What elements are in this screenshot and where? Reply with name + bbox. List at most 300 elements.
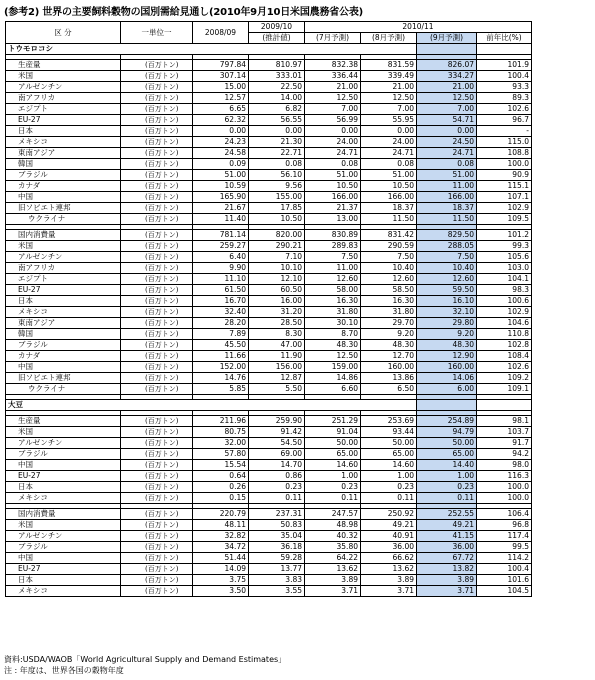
value-cell: 50.00 <box>417 438 477 449</box>
value-cell: 21.37 <box>305 203 361 214</box>
value-cell: 0.11 <box>417 493 477 504</box>
value-cell: 0.00 <box>417 126 477 137</box>
value-cell: 220.79 <box>193 509 249 520</box>
table-row <box>6 285 532 296</box>
value-cell: 12.10 <box>249 274 305 285</box>
value-cell: 155.00 <box>249 192 305 203</box>
row-unit: (百万トン) <box>121 564 193 575</box>
value-cell: 797.84 <box>193 60 249 71</box>
row-label: 中国 <box>6 460 121 471</box>
section-row <box>6 44 532 55</box>
row-label: 米国 <box>6 427 121 438</box>
row-unit: (百万トン) <box>121 274 193 285</box>
value-cell: 101.6 <box>477 575 532 586</box>
value-cell: 3.71 <box>305 586 361 597</box>
row-unit: (百万トン) <box>121 263 193 274</box>
value-cell: 251.29 <box>305 416 361 427</box>
value-cell: 7.50 <box>361 252 417 263</box>
table-row <box>6 274 532 285</box>
table-row <box>6 520 532 531</box>
table-row <box>6 214 532 225</box>
value-cell: 12.57 <box>193 93 249 104</box>
value-cell: 237.31 <box>249 509 305 520</box>
table-row <box>6 263 532 274</box>
value-cell: 10.50 <box>361 181 417 192</box>
value-cell: 57.80 <box>193 449 249 460</box>
value-cell: 48.30 <box>361 340 417 351</box>
header-july: (7月予測) <box>305 33 361 44</box>
row-unit: (百万トン) <box>121 230 193 241</box>
row-label: メキシコ <box>6 307 121 318</box>
highlight-cell <box>417 400 477 411</box>
value-cell: 3.50 <box>193 586 249 597</box>
value-cell: 35.80 <box>305 542 361 553</box>
value-cell: 333.01 <box>249 71 305 82</box>
row-unit: (百万トン) <box>121 192 193 203</box>
header-yoy: 前年比(%) <box>477 33 532 44</box>
row-label: カナダ <box>6 181 121 192</box>
table-row <box>6 318 532 329</box>
table-row <box>6 60 532 71</box>
value-cell: 0.11 <box>305 493 361 504</box>
header-august: (8月予測) <box>361 33 417 44</box>
row-label: 日本 <box>6 126 121 137</box>
value-cell: 104.1 <box>477 274 532 285</box>
value-cell: 11.40 <box>193 214 249 225</box>
table-row <box>6 148 532 159</box>
value-cell: 100.6 <box>477 296 532 307</box>
row-unit: (百万トン) <box>121 93 193 104</box>
row-label: 米国 <box>6 241 121 252</box>
value-cell: 6.50 <box>361 384 417 395</box>
value-cell: 61.50 <box>193 285 249 296</box>
value-cell: 12.60 <box>305 274 361 285</box>
value-cell: 50.00 <box>305 438 361 449</box>
table-row <box>6 126 532 137</box>
row-unit: (百万トン) <box>121 531 193 542</box>
table-row <box>6 384 532 395</box>
empty-cell <box>477 400 532 411</box>
value-cell: 3.89 <box>361 575 417 586</box>
value-cell: 289.83 <box>305 241 361 252</box>
value-cell: 9.20 <box>361 329 417 340</box>
row-label: 中国 <box>6 553 121 564</box>
value-cell: 69.00 <box>249 449 305 460</box>
row-unit: (百万トン) <box>121 520 193 531</box>
value-cell: 0.23 <box>249 482 305 493</box>
value-cell: 156.00 <box>249 362 305 373</box>
row-unit: (百万トン) <box>121 416 193 427</box>
row-label: アルゼンチン <box>6 82 121 93</box>
value-cell: 7.50 <box>305 252 361 263</box>
value-cell: 67.72 <box>417 553 477 564</box>
row-unit: (百万トン) <box>121 493 193 504</box>
value-cell: 48.98 <box>305 520 361 531</box>
value-cell: 96.7 <box>477 115 532 126</box>
year-note: 注 : 年度は、世界各国の穀物年度 <box>4 666 124 675</box>
value-cell: 11.50 <box>417 214 477 225</box>
value-cell: 0.86 <box>249 471 305 482</box>
value-cell: 14.09 <box>193 564 249 575</box>
value-cell: 100.0 <box>477 493 532 504</box>
row-label: EU-27 <box>6 115 121 126</box>
value-cell: 8.70 <box>305 329 361 340</box>
row-unit: (百万トン) <box>121 115 193 126</box>
row-label: ウクライナ <box>6 214 121 225</box>
value-cell: 15.54 <box>193 460 249 471</box>
value-cell: 28.20 <box>193 318 249 329</box>
table-row <box>6 482 532 493</box>
value-cell: 334.27 <box>417 71 477 82</box>
value-cell: 99.3 <box>477 241 532 252</box>
value-cell: 48.30 <box>305 340 361 351</box>
value-cell: 21.00 <box>305 82 361 93</box>
value-cell: 12.60 <box>417 274 477 285</box>
value-cell: 24.58 <box>193 148 249 159</box>
value-cell: 80.75 <box>193 427 249 438</box>
value-cell: 3.89 <box>305 575 361 586</box>
value-cell: 13.77 <box>249 564 305 575</box>
table-row <box>6 82 532 93</box>
row-label: 東南アジア <box>6 318 121 329</box>
value-cell: 3.89 <box>417 575 477 586</box>
row-label: ブラジル <box>6 340 121 351</box>
value-cell: 50.83 <box>249 520 305 531</box>
row-label: メキシコ <box>6 493 121 504</box>
value-cell: 252.55 <box>417 509 477 520</box>
value-cell: 100.0 <box>477 482 532 493</box>
value-cell: 0.11 <box>361 493 417 504</box>
row-unit: (百万トン) <box>121 296 193 307</box>
table-row <box>6 575 532 586</box>
value-cell: 102.9 <box>477 203 532 214</box>
value-cell: 101.9 <box>477 60 532 71</box>
value-cell: 250.92 <box>361 509 417 520</box>
value-cell: 28.50 <box>249 318 305 329</box>
value-cell: 12.87 <box>249 373 305 384</box>
value-cell: 16.30 <box>361 296 417 307</box>
value-cell: 6.40 <box>193 252 249 263</box>
value-cell: 0.00 <box>361 126 417 137</box>
table-row <box>6 493 532 504</box>
table-row <box>6 329 532 340</box>
row-label: ブラジル <box>6 449 121 460</box>
value-cell: 9.90 <box>193 263 249 274</box>
row-label: 韓国 <box>6 329 121 340</box>
value-cell: 14.40 <box>417 460 477 471</box>
row-unit: (百万トン) <box>121 307 193 318</box>
table-row <box>6 115 532 126</box>
value-cell: 166.00 <box>361 192 417 203</box>
value-cell: 41.15 <box>417 531 477 542</box>
value-cell: 10.40 <box>417 263 477 274</box>
row-unit: (百万トン) <box>121 170 193 181</box>
footer <box>4 654 286 676</box>
row-label: 米国 <box>6 520 121 531</box>
value-cell: 108.4 <box>477 351 532 362</box>
table-row <box>6 203 532 214</box>
value-cell: 5.85 <box>193 384 249 395</box>
value-cell: 102.9 <box>477 307 532 318</box>
value-cell: 103.0 <box>477 263 532 274</box>
row-label: 米国 <box>6 71 121 82</box>
value-cell: 14.00 <box>249 93 305 104</box>
section-title: 大豆 <box>6 400 417 411</box>
row-unit: (百万トン) <box>121 148 193 159</box>
header-2010: 2010/11 <box>305 22 532 33</box>
row-label: 日本 <box>6 296 121 307</box>
value-cell: 0.23 <box>361 482 417 493</box>
value-cell: 12.50 <box>361 93 417 104</box>
row-label: アルゼンチン <box>6 252 121 263</box>
source-note: 資料:USDA/WAOB「World Agricultural Supply and Demand Estimates」 <box>4 655 287 664</box>
row-label: 東南アジア <box>6 148 121 159</box>
row-label: アルゼンチン <box>6 438 121 449</box>
row-unit: (百万トン) <box>121 82 193 93</box>
table-row <box>6 542 532 553</box>
value-cell: 117.4 <box>477 531 532 542</box>
value-cell: 93.3 <box>477 82 532 93</box>
header-category: 区 分 <box>6 22 121 44</box>
value-cell: 810.97 <box>249 60 305 71</box>
value-cell: 3.83 <box>249 575 305 586</box>
value-cell: 152.00 <box>193 362 249 373</box>
value-cell: 91.7 <box>477 438 532 449</box>
value-cell: 31.20 <box>249 307 305 318</box>
row-unit: (百万トン) <box>121 449 193 460</box>
header-unit: 一単位一 <box>121 22 193 44</box>
value-cell: 51.00 <box>361 170 417 181</box>
table-row <box>6 438 532 449</box>
value-cell: 253.69 <box>361 416 417 427</box>
row-unit: (百万トン) <box>121 384 193 395</box>
row-label: 生産量 <box>6 60 121 71</box>
table-row <box>6 553 532 564</box>
value-cell: 101.2 <box>477 230 532 241</box>
value-cell: 6.00 <box>417 384 477 395</box>
value-cell: 105.6 <box>477 252 532 263</box>
value-cell: 24.00 <box>305 137 361 148</box>
header-2009: 2009/10 <box>249 22 305 33</box>
value-cell: 166.00 <box>417 192 477 203</box>
value-cell: 24.00 <box>361 137 417 148</box>
row-unit: (百万トン) <box>121 203 193 214</box>
value-cell: 11.90 <box>249 351 305 362</box>
value-cell: 14.60 <box>361 460 417 471</box>
value-cell: 96.8 <box>477 520 532 531</box>
value-cell: 12.70 <box>361 351 417 362</box>
value-cell: 104.6 <box>477 318 532 329</box>
value-cell: 21.00 <box>417 82 477 93</box>
value-cell: 781.14 <box>193 230 249 241</box>
row-label: 日本 <box>6 482 121 493</box>
value-cell: 13.62 <box>361 564 417 575</box>
value-cell: 826.07 <box>417 60 477 71</box>
value-cell: 51.00 <box>417 170 477 181</box>
value-cell: 9.56 <box>249 181 305 192</box>
value-cell: 29.80 <box>417 318 477 329</box>
row-label: メキシコ <box>6 137 121 148</box>
value-cell: 829.50 <box>417 230 477 241</box>
row-label: エジプト <box>6 274 121 285</box>
value-cell: 165.90 <box>193 192 249 203</box>
section-title: トウモロコシ <box>6 44 417 55</box>
value-cell: 307.14 <box>193 71 249 82</box>
value-cell: 16.10 <box>417 296 477 307</box>
value-cell: 93.44 <box>361 427 417 438</box>
value-cell: 91.42 <box>249 427 305 438</box>
row-unit: (百万トン) <box>121 214 193 225</box>
value-cell: 10.50 <box>305 181 361 192</box>
value-cell: 55.95 <box>361 115 417 126</box>
value-cell: 0.09 <box>193 159 249 170</box>
row-unit: (百万トン) <box>121 471 193 482</box>
row-label: 南アフリカ <box>6 263 121 274</box>
value-cell: 106.4 <box>477 509 532 520</box>
value-cell: 0.23 <box>305 482 361 493</box>
table-row <box>6 252 532 263</box>
value-cell: 16.00 <box>249 296 305 307</box>
value-cell: 49.21 <box>361 520 417 531</box>
table-row <box>6 351 532 362</box>
value-cell: 115.0 <box>477 137 532 148</box>
row-unit: (百万トン) <box>121 71 193 82</box>
value-cell: 11.00 <box>305 263 361 274</box>
value-cell: 0.08 <box>305 159 361 170</box>
value-cell: 94.2 <box>477 449 532 460</box>
value-cell: 21.30 <box>249 137 305 148</box>
value-cell: 98.1 <box>477 416 532 427</box>
row-label: 生産量 <box>6 416 121 427</box>
value-cell: 30.10 <box>305 318 361 329</box>
value-cell: 48.11 <box>193 520 249 531</box>
value-cell: 56.55 <box>249 115 305 126</box>
row-label: カナダ <box>6 351 121 362</box>
row-unit: (百万トン) <box>121 460 193 471</box>
page-title: (参考2) 世界の主要飼料穀物の国別需給見通し(2010年9月10日米国農務省公表) <box>4 7 364 18</box>
value-cell: 0.15 <box>193 493 249 504</box>
value-cell: 24.71 <box>361 148 417 159</box>
table-row <box>6 586 532 597</box>
value-cell: 89.3 <box>477 93 532 104</box>
value-cell: 0.00 <box>193 126 249 137</box>
value-cell: 35.04 <box>249 531 305 542</box>
table-row <box>6 416 532 427</box>
value-cell: 7.50 <box>417 252 477 263</box>
value-cell: 259.90 <box>249 416 305 427</box>
row-unit: (百万トン) <box>121 438 193 449</box>
value-cell: 24.71 <box>417 148 477 159</box>
table-row <box>6 449 532 460</box>
value-cell: 14.60 <box>305 460 361 471</box>
row-unit: (百万トン) <box>121 542 193 553</box>
section-row <box>6 400 532 411</box>
row-unit: (百万トン) <box>121 373 193 384</box>
value-cell: 109.1 <box>477 384 532 395</box>
table-row <box>6 181 532 192</box>
row-unit: (百万トン) <box>121 137 193 148</box>
value-cell: 18.37 <box>417 203 477 214</box>
value-cell: 102.6 <box>477 362 532 373</box>
value-cell: 15.00 <box>193 82 249 93</box>
row-label: EU-27 <box>6 471 121 482</box>
value-cell: 12.90 <box>417 351 477 362</box>
value-cell: 160.00 <box>361 362 417 373</box>
value-cell: 18.37 <box>361 203 417 214</box>
value-cell: 14.86 <box>305 373 361 384</box>
row-label: 韓国 <box>6 159 121 170</box>
value-cell: 107.1 <box>477 192 532 203</box>
value-cell: 100.4 <box>477 71 532 82</box>
row-unit: (百万トン) <box>121 340 193 351</box>
row-unit: (百万トン) <box>121 159 193 170</box>
value-cell: 36.18 <box>249 542 305 553</box>
row-unit: (百万トン) <box>121 575 193 586</box>
value-cell: 0.26 <box>193 482 249 493</box>
value-cell: 11.10 <box>193 274 249 285</box>
value-cell: 339.49 <box>361 71 417 82</box>
value-cell: 0.08 <box>249 159 305 170</box>
value-cell: 21.67 <box>193 203 249 214</box>
value-cell: 0.64 <box>193 471 249 482</box>
value-cell: 56.10 <box>249 170 305 181</box>
value-cell: 290.21 <box>249 241 305 252</box>
table-row <box>6 170 532 181</box>
row-label: ブラジル <box>6 170 121 181</box>
row-unit: (百万トン) <box>121 318 193 329</box>
value-cell: 58.00 <box>305 285 361 296</box>
value-cell: 17.85 <box>249 203 305 214</box>
value-cell: 100.0 <box>477 159 532 170</box>
value-cell: 91.04 <box>305 427 361 438</box>
row-label: EU-27 <box>6 564 121 575</box>
value-cell: 7.00 <box>361 104 417 115</box>
value-cell: 102.8 <box>477 340 532 351</box>
value-cell: 831.59 <box>361 60 417 71</box>
value-cell: 10.10 <box>249 263 305 274</box>
value-cell: 32.10 <box>417 307 477 318</box>
table-row <box>6 564 532 575</box>
value-cell: 12.60 <box>361 274 417 285</box>
row-label: メキシコ <box>6 586 121 597</box>
supply-demand-table <box>5 21 532 597</box>
row-unit: (百万トン) <box>121 427 193 438</box>
value-cell: 22.50 <box>249 82 305 93</box>
value-cell: 14.70 <box>249 460 305 471</box>
value-cell: 166.00 <box>305 192 361 203</box>
value-cell: 12.50 <box>305 351 361 362</box>
row-label: アルゼンチン <box>6 531 121 542</box>
value-cell: 90.9 <box>477 170 532 181</box>
row-label: EU-27 <box>6 285 121 296</box>
row-label: 旧ソビエト連邦 <box>6 203 121 214</box>
row-label: 旧ソビエト連邦 <box>6 373 121 384</box>
row-label: エジプト <box>6 104 121 115</box>
value-cell: 0.08 <box>417 159 477 170</box>
value-cell: 58.50 <box>361 285 417 296</box>
value-cell: 290.59 <box>361 241 417 252</box>
value-cell: 103.7 <box>477 427 532 438</box>
row-unit: (百万トン) <box>121 351 193 362</box>
value-cell: 3.75 <box>193 575 249 586</box>
table-row <box>6 531 532 542</box>
value-cell: 32.40 <box>193 307 249 318</box>
value-cell: 12.50 <box>305 93 361 104</box>
value-cell: 102.6 <box>477 104 532 115</box>
value-cell: 14.06 <box>417 373 477 384</box>
value-cell: 31.80 <box>305 307 361 318</box>
value-cell: 109.5 <box>477 214 532 225</box>
